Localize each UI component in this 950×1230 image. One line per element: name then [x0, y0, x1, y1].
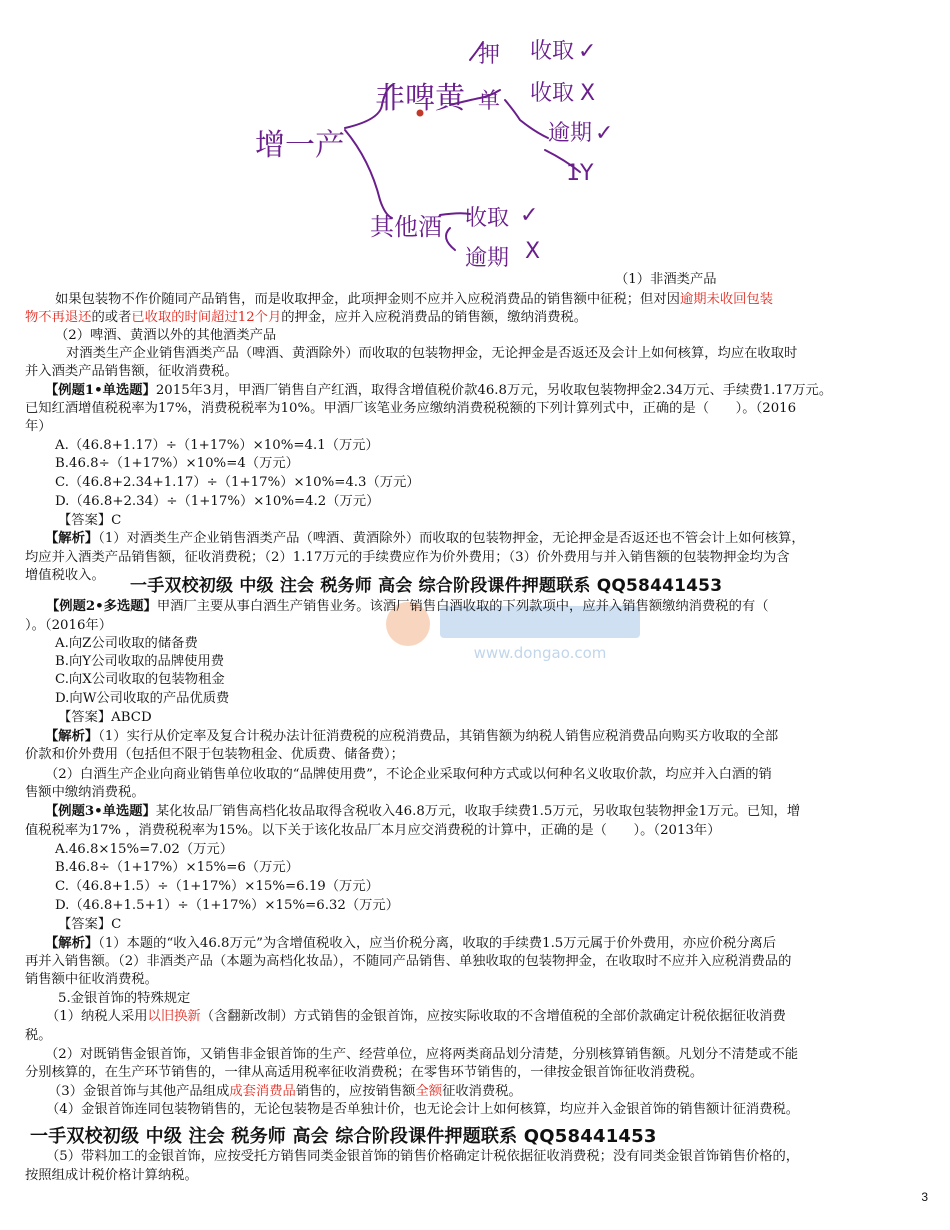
text-segment: 的或者 [91, 310, 132, 325]
text-segment: 如果包装物不作价随同产品销售，而是收取押金，此项押金则不应并入应税消费品的销售额中征税；但对因 [55, 292, 680, 307]
bold-label: 【例题1•单选题】 [45, 383, 156, 398]
text-line [55, 635, 950, 653]
text-segment: （1）本题的“收入46.8万元”为含增值税收入，应当价税分离，收取的手续费1.5万元属于价外费用，亦应价税分离后 [98, 936, 777, 951]
text-line [55, 653, 950, 671]
bold-label: 【解析】 [45, 729, 99, 744]
page-number: 3 [921, 1190, 928, 1204]
text-line [25, 617, 950, 635]
hw-leaf-overdue: 逾期 [548, 121, 593, 146]
text-line [45, 935, 950, 953]
text-segment: 并入酒类产品销售额，征收消费税。 [25, 364, 238, 379]
text-line [55, 671, 950, 689]
text-line [25, 746, 950, 764]
text-segment: ）。（2016年） [25, 618, 113, 633]
text-segment: 甲酒厂主要从事白酒生产销售业务。该酒厂销售白酒收取的下列款项中，应并入销售额缴纳消费税的有（ [156, 599, 769, 614]
text-segment: 值税税率为17% ，消费税税率为15%。以下关于该化妆品厂本月应交消费税的计算中，正确的是（ ）。（2013年） [25, 823, 721, 838]
text-segment: 增值税收入。 [25, 568, 105, 583]
hw-leaf-collect-1: 收取 [530, 39, 575, 64]
text-line [45, 530, 950, 548]
highlighted-text: 物不再退还 [25, 310, 92, 325]
hw-leaf-year: 1Y [566, 161, 594, 186]
bold-label: 【解析】 [45, 531, 99, 546]
text-line [55, 897, 950, 915]
hw-check-2: ✓ [595, 121, 614, 146]
text-line [25, 309, 950, 327]
text-segment: D.（46.8+1.5+1）÷（1+17%）×15%=6.32（万元） [55, 898, 400, 913]
text-segment: 价款和价外费用（包括但不限于包装物租金、优质费、储备费）； [25, 747, 404, 762]
highlighted-text: 逾期未收回包装 [679, 292, 774, 307]
text-line [45, 382, 950, 400]
hw-leaf-single: 单 [478, 89, 501, 114]
highlighted-text: 已收取的时间超过12个月 [131, 310, 282, 325]
text-line [55, 474, 950, 492]
text-line [58, 512, 950, 530]
text-segment: （1）实行从价定率及复合计税办法计征消费税的应税消费品，其销售额为纳税人销售应税消费品向购买方收取的全部 [98, 729, 779, 744]
hw-branch-bottom: 其他酒 [370, 213, 442, 241]
bold-label: 【例题2•多选题】 [46, 599, 157, 614]
text-segment: 【答案】C [58, 513, 122, 528]
text-segment: 某化妆品厂销售高档化妆品取得含税收入46.8万元，收取手续费1.5万元，另收取包装物押金1万元。已知，增 [155, 804, 801, 819]
hw-leaf-collect-2: 收取 [530, 81, 575, 106]
text-line [25, 1027, 950, 1045]
text-line [46, 1008, 950, 1026]
text-segment: 再并入销售额。（2）非酒类产品（本题为高档化妆品），不随同产品销售、单独收取的包装物押金，在收取时不应并入应税消费品的 [25, 954, 792, 969]
text-segment: 均应并入酒类产品销售额，征收消费税；（2）1.17万元的手续费应作为价外费用；（3）价外费用与并入销售额的包装物押金均为含 [25, 550, 790, 565]
text-segment: （1）纳税人采用 [46, 1009, 148, 1024]
hw-leaf-other-collect: 收取 [465, 206, 510, 231]
hw-leaf-pack: 押 [478, 43, 501, 68]
text-segment: （4）金银首饰连同包装物销售的，无论包装物是否单独计价，也无论会计上如何核算，均应并入金银首饰的销售额计征消费税。 [46, 1102, 800, 1117]
bold-label: 【例题3•单选题】 [45, 804, 156, 819]
text-segment: B.向Y公司收取的品牌使用费 [55, 654, 225, 669]
hw-check-1: ✓ [578, 39, 597, 64]
text-line [55, 859, 950, 877]
text-segment: 对酒类生产企业销售酒类产品（啤酒、黄酒除外）而收取的包装物押金，无论押金是否返还及会计上如何核算，均应在收取时 [66, 346, 798, 361]
hw-check-3: ✓ [520, 203, 539, 228]
text-segment: 2015年3月，甲酒厂销售自产红酒，取得含增值税价款46.8万元，另收取包装物押金2.34万元、手续费1.17万元。 [155, 383, 833, 398]
text-line [45, 728, 950, 746]
text-segment: 销售的，应按销售额 [295, 1084, 416, 1099]
text-segment: 的押金，应并入应税消费品的销售额，缴纳消费税。 [281, 310, 588, 325]
text-line [55, 455, 950, 473]
text-line [55, 437, 950, 455]
text-line [55, 493, 950, 511]
text-line [25, 822, 950, 840]
hw-root: 增一产 [255, 128, 345, 163]
highlighted-text: 以旧换新 [147, 1009, 201, 1024]
text-line [66, 345, 950, 363]
text-segment: （2）啤酒、黄酒以外的其他酒类产品 [55, 328, 277, 343]
text-line [55, 841, 950, 859]
text-line [25, 1167, 950, 1185]
text-segment: 已知红酒增值税税率为17%，消费税税率为10%。甲酒厂该笔业务应缴纳消费税税额的下列计算列式中，正确的是（ ）。（2016 [25, 401, 797, 416]
ad-banner-1: 一手双校初级 中级 注会 税务师 高会 综合阶段课件押题联系 QQ58441453 [130, 576, 723, 596]
text-segment: C.（46.8+2.34+1.17）÷（1+17%）×10%=4.3（万元） [55, 475, 420, 490]
text-line [25, 971, 950, 989]
ad-banner-2: 一手双校初级 中级 注会 税务师 高会 综合阶段课件押题联系 QQ58441453 [30, 1126, 657, 1147]
text-segment: 【答案】C [58, 917, 122, 932]
text-line [25, 418, 950, 436]
watermark-url: www.dongao.com [473, 644, 607, 662]
text-line [58, 709, 950, 727]
text-segment: 销售额中征收消费税。 [25, 972, 158, 987]
text-segment: （1）非酒类产品 [615, 272, 717, 287]
text-line [45, 1046, 950, 1064]
text-segment: D.（46.8+2.34）÷（1+17%）×10%=4.2（万元） [55, 494, 380, 509]
text-line [55, 291, 950, 309]
text-line [45, 766, 950, 784]
text-segment: 税。 [25, 1028, 52, 1043]
text-line [55, 327, 950, 345]
hw-cross-2: X [525, 239, 541, 264]
text-segment: 售额中缴纳消费税。 [25, 785, 145, 800]
text-segment: C.向X公司收取的包装物租金 [55, 672, 225, 687]
hw-cross-1: X [580, 81, 596, 106]
handwritten-annotation [0, 0, 950, 285]
text-line [25, 400, 950, 418]
text-segment: B.46.8÷（1+17%）×10%=4（万元） [55, 456, 299, 471]
text-segment: （2）白酒生产企业向商业销售单位收取的“品牌使用费”，不论企业采取何种方式或以何种名义收取价款，均应并入白酒的销 [45, 767, 772, 782]
text-line [25, 1064, 950, 1082]
text-segment: 年） [25, 419, 52, 434]
text-line [25, 363, 950, 381]
text-line [55, 690, 950, 708]
text-line [58, 916, 950, 934]
text-segment: （含翻新改制）方式销售的金银首饰，应按实际收取的不含增值税的全部价款确定计税依据征收消费 [200, 1009, 786, 1024]
text-line [25, 953, 950, 971]
text-segment: A.46.8×15%=7.02（万元） [55, 842, 234, 857]
branch-line-other [446, 228, 455, 250]
text-segment: D.向W公司收取的产品优质费 [55, 691, 230, 706]
text-segment: 按照组成计税价格计算纳税。 [25, 1168, 198, 1183]
text-segment: 征收消费税。 [442, 1084, 522, 1099]
text-segment: 分别核算的，在生产环节销售的，一律从高适用税率征收消费税；在零售环节销售的，一律按金银首饰征收消费税。 [25, 1065, 704, 1080]
text-line [48, 1083, 950, 1101]
text-segment: B.46.8÷（1+17%）×15%=6（万元） [55, 860, 299, 875]
hw-branch-top: 非啤黄 [375, 81, 465, 116]
text-line [55, 878, 950, 896]
text-line [46, 1148, 950, 1166]
text-segment: （5）带料加工的金银首饰，应按受托方销售同类金银首饰的销售价格确定计税依据征收消费税；没有同类金银首饰销售价格的， [46, 1149, 800, 1164]
text-line [25, 549, 950, 567]
text-segment: C.（46.8+1.5）÷（1+17%）×15%=6.19（万元） [55, 879, 379, 894]
text-segment: （1）对酒类生产企业销售酒类产品（啤酒、黄酒除外）而收取的包装物押金，无论押金是否返还也不管会计上如何核算， [98, 531, 805, 546]
text-segment: A.（46.8+1.17）÷（1+17%）×10%=4.1（万元） [55, 438, 379, 453]
text-line [45, 803, 950, 821]
highlighted-text: 成套消费品 [229, 1084, 296, 1099]
text-line [46, 1101, 950, 1119]
text-line [25, 784, 950, 802]
bold-label: 【解析】 [45, 936, 99, 951]
text-segment: 【答案】ABCD [58, 710, 152, 725]
hw-leaf-other-overdue: 逾期 [465, 246, 510, 271]
text-line [615, 271, 950, 289]
branch-line-bottom [345, 130, 392, 218]
text-segment: A.向Z公司收取的储备费 [55, 636, 198, 651]
text-line [58, 990, 950, 1008]
highlighted-text: 全额 [415, 1084, 443, 1099]
text-segment: （3）金银首饰与其他产品组成 [48, 1084, 230, 1099]
text-segment: （2）对既销售金银首饰，又销售非金银首饰的生产、经营单位，应将两类商品划分清楚，分别核算销售额。凡划分不清楚或不能 [45, 1047, 799, 1062]
text-line [46, 598, 950, 616]
text-segment: 5.金银首饰的特殊规定 [58, 991, 191, 1006]
